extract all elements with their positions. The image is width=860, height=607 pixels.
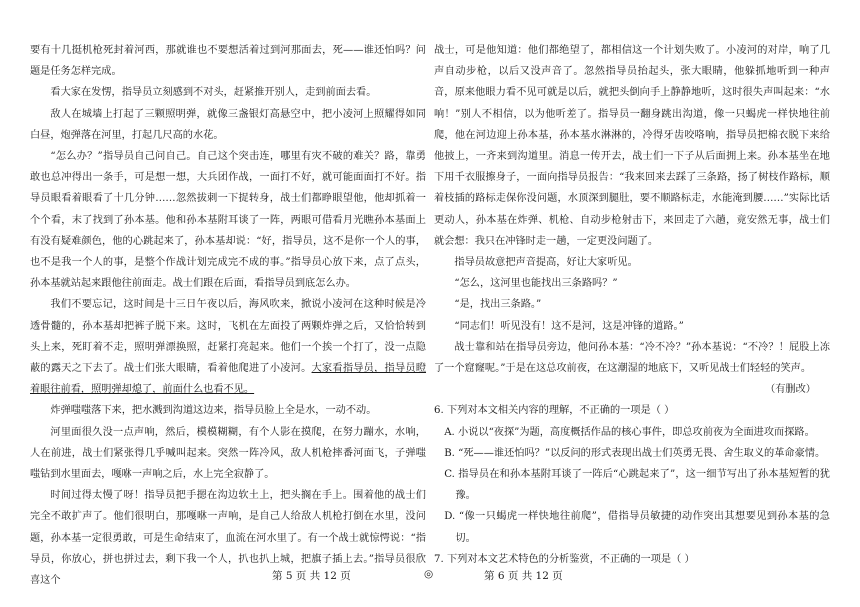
left-column [30,40,426,591]
question-6-option-c: C. 指导员在和孙本基附耳谈了一阵后“心跳起来了”，这一细节写出了孙本基短暂的犹豫。 [444,469,830,502]
right-column [434,40,830,570]
page-number-right: 第 6 页 共 12 页 [484,570,563,582]
paragraph: 指导员故意把声音提高，好让大家听见。 [454,257,638,269]
paragraph: 时间过得太慢了呀！指导员把手摁在沟边软土上，把头搁在手上。围着他的战士们完全不敢扩声了。他们很明白，那嘎咻一声响，是自己人给敌人机枪打倒在水里，没问题，孙本基一定很勇敢，可是生命结束了，血流在河水里了。有一个战士就惊愕说：“指导员，你放心，拼也拼过去，剩下我一个人，扒也扒上城，把旗子插上去。”指导员很欣喜这个 [30,490,426,587]
paragraph: 炸弹嗤嗤落下来，把水溅到沟道这边来，指导员脸上全是水，一动不动。 [50,405,377,417]
paragraph: “是，找出三条路。” [454,299,542,311]
center-mark: ◎ [424,568,434,580]
paragraph: 敌人在城墙上打起了三颗照明弹，就像三盏银灯高悬空中，把小凌河上照耀得如同白昼，炮弹落在河里，打起几尺高的水花。 [30,108,426,141]
question-7: 7. 下列对本文艺术特色的分析鉴赏，不正确的一项是（ ） [434,553,695,565]
paragraph: 河里面很久没一点声响，然后，模模糊糊，有个人影在摸爬，在努力蹦水，水响，人在前进，战士们紧张得几乎喊叫起来。突然一阵冷风，敌人机枪摔番河面飞，子弹嗤嗤钻到水里面去，嘎咻一声响之后，水上完全寂静了。 [30,426,426,481]
underlined-sentence: 大家看指导员，指导员瞪着眼往前看，照明弹却熄了，前面什么也看不见。 [30,363,427,396]
paragraph: 看大家在发愣，指导员立刻感到不对头，赶紧推开别人，走到前面去看。 [50,87,377,99]
page-number-left: 第 5 页 共 12 页 [272,570,351,582]
paragraph: 战士靠和站在指导员旁边，他问孙本基：“冷不冷？”孙本基说：“不冷？！屁股上冻了一个窟窿呢。”于是在这总攻前夜，在这潮湿的地底下，又听见战士们轻轻的笑声。 [434,341,830,375]
paragraph: 要有十几挺机枪死封着河西，那就谁也不要想活着过到河那面去，死——谁还怕吗？问题是任务怎样完成。 [30,45,426,78]
paragraph: “怎么，这河里也能找出三条路吗？” [454,278,618,290]
paragraph: 战士，可是他知道：他们都绝望了，都相信这一个计划失败了。小凌河的对岸，响了几声自动步枪，以后又没声音了。忽然指导员抬起头，张大眼睛，他躲抓地听到一种声音，原来他眼力看不见可就是以后，就把头倒向手上静静地听，这时很失声叫起来：“水响！”别人不相信，以为他听差了。指导员一翻身跳出沟道，像一只蝎虎一样快地往前爬，他在河边迎上孙本基，孙本基水淋淋的，冷得牙齿咬咯响，指导员把棉衣脱下来给他披上，一齐来到沟道里。消息一传开去，战士们一下子从后面拥上来。孙本基坐在地下用千衣服擦身子，一面向指导员报告：“我来回来去踩了三条路，扬了树枝作路标，顺着枝插的路标走保你没问题，水顶深到腿肚，要不顺路标走，水能淹到腰……”实际比话更动人，孙本基在炸弹、机枪、自动步枪射击下，来回走了六趟，竟安然无事，战士们就会想：我只在冲锋时走一趟，一定更没问题了。 [434,45,830,247]
question-6-option-b: B. “死——谁还怕吗？”以反问的形式表现出战士们英勇无畏、舍生取义的革命豪情。 [444,447,826,459]
question-6-option-d: D. “像一只蝎虎一样快地往前爬”，借指导员敏捷的动作突出其想要见到孙本基的急切。 [444,511,830,544]
source-note: （有删改） [765,384,816,396]
paragraph: “怎么办？”指导员自己问自己。自己这个突击连，哪里有灾不破的难关？路，靠勇敢也总冲得出一条手，可是想一想，大兵团作战，一面打不好，就可能面面打不好。指导员眼看着眼看了十几分钟……忽然拔刺一下捉转身，战士们都睁眼望他，他却抓着一个个看，末了找到了孙本基。他和孙本基附耳谈了一阵，两眼可借看月光瞧孙本基面上有没有疑难颜色，他的心跳起来了，孙本基却说：“好，指导员，这不是你一个人的事，也不是我一个人的事，是整个作战计划完成完不成的事。”指导员心放下来，点了点头，孙本基就站起来跟他往前面走。战士们跟在后面，看指导员到底怎么办。 [30,151,426,290]
paragraph: “同志们！听见没有！这不是河，这是冲锋的道路。” [454,320,684,332]
question-6-option-a: A. 小说以“夜探”为题，高度概括作品的核心事件，即总攻前夜为全面进攻而探路。 [444,426,815,438]
paragraph-text: 我们不要忘记，这时间是十三日午夜以后，海风吹来，掀说小凌河在这种时候是冷透骨髓的，孙本基却把裤子脱下来。这时，飞机在左面投了两颗炸弹之后，又恰恰转到头上来，死盯着不走，照明弹漂换照，赶紧打亮起来。他们一个挨一个打了，没一点隐蔽的露天之下去了。战士们张大眼睛，看着他爬进了小凌河。 [30,299,426,375]
question-6: 6. 下列对本文相关内容的理解，不正确的一项是（ ） [434,405,675,417]
paragraph [30,294,426,400]
